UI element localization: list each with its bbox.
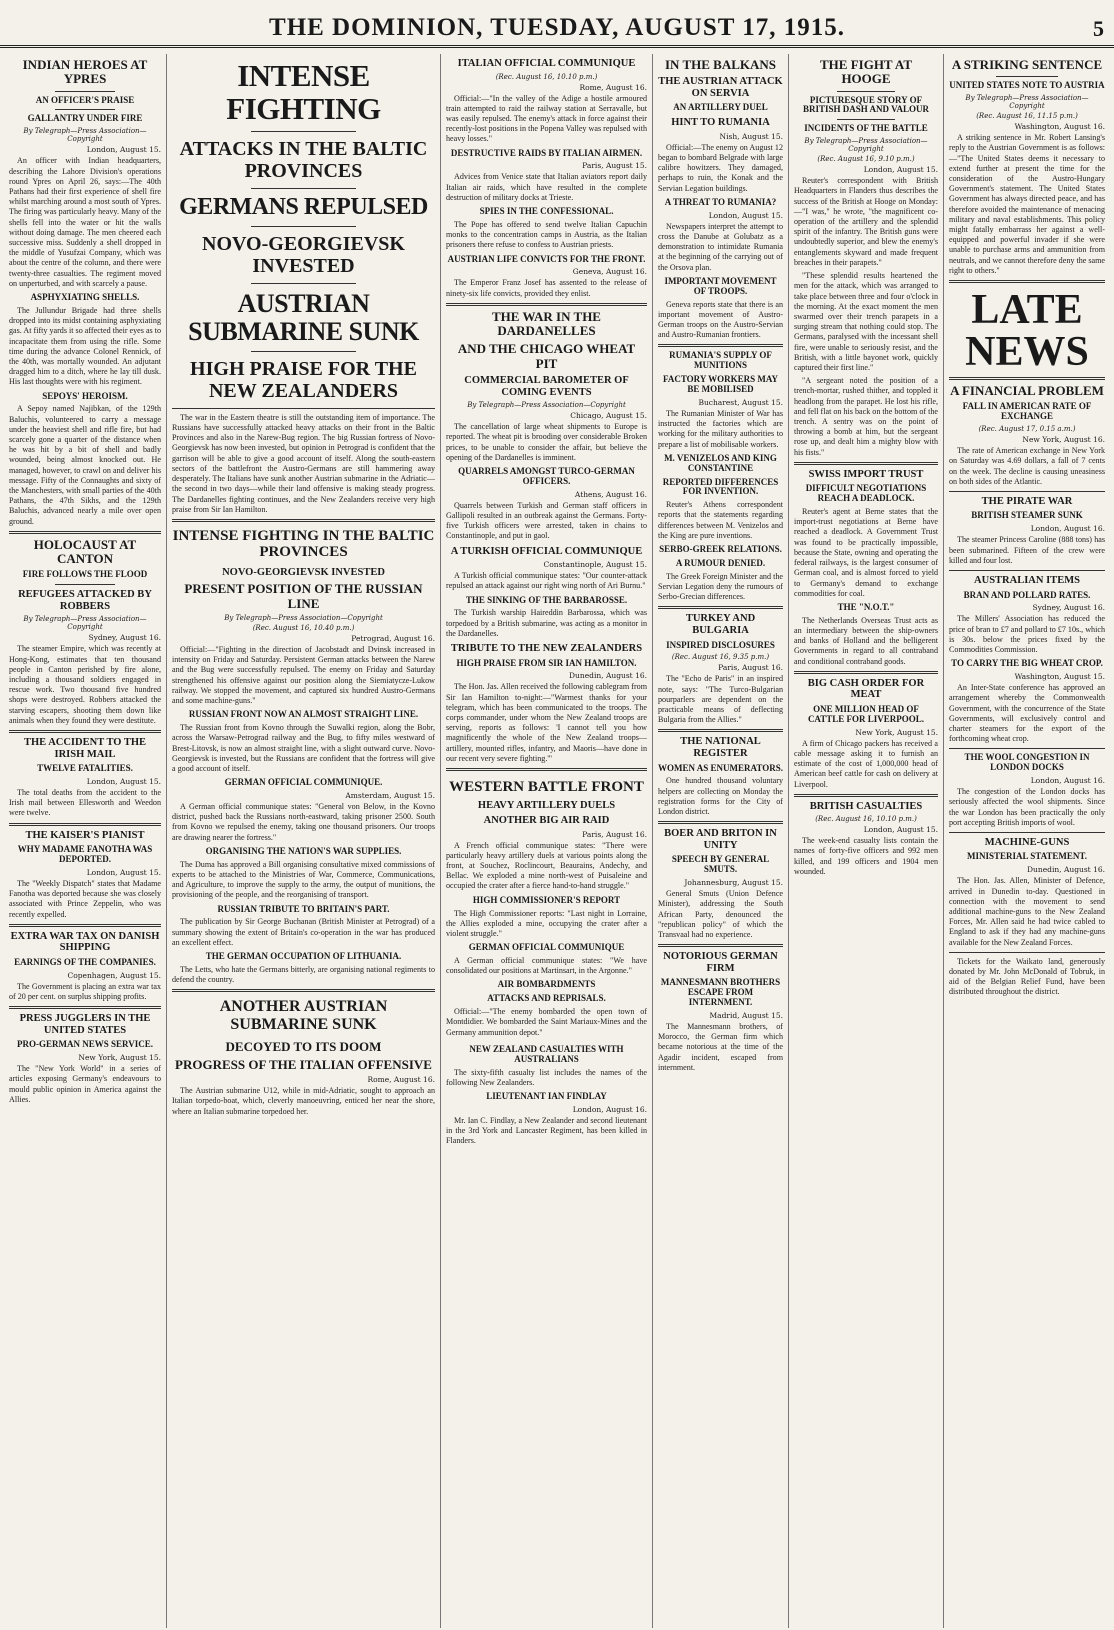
- section-heading: ASPHYXIATING SHELLS.: [30, 292, 140, 303]
- article-text: Reuter's correspondent with British Headquarters in Flanders thus describes the success of the British at Hooge on Monday:—"I was," he wrote, "the magnificent co-operation of the artillery and the splendid spirit of the infantry. The British guns were undoubtedly superior, and blew the enemy's entanglements skyward and made frequent breaches in their parapets.": [794, 176, 938, 267]
- dateline: Paris, August 16.: [718, 663, 783, 673]
- divider: [251, 226, 356, 227]
- dateline: New York, August 15.: [78, 1053, 161, 1063]
- article-text: The Pope has offered to send twelve Italian Capuchin monks to the concentration camps in Austria, as the Italian prisoners there refuse to confess to Austrian priests.: [446, 219, 647, 250]
- subheadline: NOVO-GEORGIEVSK INVESTED: [222, 566, 385, 578]
- headline: TURKEY AND BULGARIA: [685, 613, 756, 637]
- section-heading: GERMAN OFFICIAL COMMUNIQUE.: [224, 777, 383, 788]
- subheadline: AN ARTILLERY DUEL: [673, 102, 768, 113]
- section-heading: LIEUTENANT IAN FINDLAY: [486, 1091, 607, 1102]
- divider: [172, 989, 435, 992]
- section-heading: A THREAT TO RUMANIA?: [664, 196, 777, 207]
- section-heading: GERMAN OFFICIAL COMMUNIQUE: [468, 942, 625, 953]
- article-text: "A sergeant noted the position of a trench-mortar, rushed thither, and toppled it headlong from the parapet. He lost his rifle, and fell flat on his back on the bottom of the trench. A sentry was on the point of throwing a bomb at him, but the sergeant rose up, and dealt him a mighty blow with his fists.": [794, 376, 938, 457]
- article-text: A German official communique states: "We have consolidated our positions at Martinsart, in the Argonne.": [446, 956, 647, 976]
- headline: THE KAISER'S PIANIST: [25, 829, 145, 841]
- article-text: Tickets for the Waikato land, generously donated by Mr. John McDonald of Tobruk, in aid of the Belgian Relief Fund, have been distributed throughout the district.: [949, 956, 1105, 997]
- received-time: (Rec. August 16, 10.10 p.m.): [495, 72, 598, 81]
- article-text: A Sepoy named Najibkan, of the 129th Baluchis, volunteered to carry a message under the heaviest shell and rifle fire, but had scarcely gone a quarter of the distance when he was hit by a bit of shell and badly wounded, being almost knocked out. He managed, however, to crawl on and deliver his message. Fifty of the Connaughts and sixty of the Manchesters, with small parties of the 40th Pathans, the 47th Sikhs, and the 129th Baluchis, advanced nearly a mile over open ground.: [9, 404, 161, 526]
- divider: [949, 377, 1105, 380]
- subheadline: HIGH PRAISE FROM SIR IAN HAMILTON.: [456, 657, 637, 668]
- article-text: Official:—"In the valley of the Adige a hostile armoured train attempted to raid the railway station at Serravalle, but was easily repulsed. The enemy's attack in force against their recently-lost positions in the Popena Valley was repulsed with heavy losses.": [446, 93, 647, 144]
- divider: [9, 531, 161, 534]
- subheadline: ATTACKS AND REPRISALS.: [487, 993, 606, 1004]
- dateline: London, August 15.: [708, 210, 783, 220]
- subheadline: HEAVY ARTILLERY DUELS: [477, 799, 616, 811]
- dateline: Madrid, August 15.: [709, 1010, 783, 1020]
- byline: By Telegraph—Press Association—Copyright: [23, 615, 147, 632]
- received-time: (Rec. August 16, 10.10 p.m.): [815, 815, 917, 824]
- byline: By Telegraph—Press Association—Copyright: [965, 94, 1089, 111]
- article-text: The cancellation of large wheat shipments to Europe is reported. The wheat pit is brooding over considerable Broken prices, to be unable to consider the affair, but believe the opening of the Dardanelles is imminent.: [446, 422, 647, 462]
- subheadline: COMMERCIAL BAROMETER OF COMING EVENTS: [464, 375, 629, 398]
- article-text: The Hon. Jas. Allen received the following cablegram from Sir Ian Hamilton to-night:—"Warmest thanks for your telegram, which has been communicated to the troops. The corps commander, under whom the New Zealand troops are serving, reports as follows: 'I cannot tell you how magnificently the whole of the New Zealand troops—artillery, mounted rifles, infantry, and Maoris—have done in our recent very severe fighting.'": [446, 682, 647, 763]
- subheadline: FACTORY WORKERS MAY BE MOBILISED: [662, 374, 779, 395]
- divider: [658, 821, 783, 824]
- article-text: The Hon. Jas. Allen, Minister of Defence, arrived in Dunedin to-day. Questioned in connection with the movement to send additional machine-guns to the New Zealand Forces, Mr. Allen said he had twice cabled to England to ask if they had any machine-guns available for the New Zealand Forces.: [949, 876, 1105, 947]
- divider: [446, 303, 647, 306]
- dateline: London, August 15.: [86, 145, 161, 155]
- subheadline: REPORTED DIFFERENCES FOR INVENTION.: [662, 476, 779, 497]
- article-text: Newspapers interpret the attempt to cross the Danube at Golubatz as a demonstration to intimidate Rumania at the beginning of the carrying out of the Orsova plan.: [658, 221, 783, 272]
- divider: [55, 91, 116, 92]
- dateline: London, August 16.: [572, 1104, 647, 1114]
- column-3: [440, 54, 652, 1628]
- article-text: A German official communique states: "General von Below, in the Kovno district, pushed back the Russians north-eastward, taking prisoner 2500. South from Kovno we repulsed the enemy, taking one thousand prisoners. Our troops are drawing nearer the fortress.": [172, 802, 435, 842]
- section-heading: TO CARRY THE BIG WHEAT CROP.: [951, 658, 1103, 669]
- subheadline: GERMANS REPULSED: [179, 194, 428, 221]
- headline: NOTORIOUS GERMAN FIRM: [663, 951, 778, 974]
- article-text: Reuter's Athens correspondent reports that the statements regarding differences between M. Venizelos and the King are pure inventions.: [658, 500, 783, 540]
- subheadline: DIFFICULT NEGOTIATIONS REACH A DEADLOCK.: [805, 483, 927, 504]
- divider: [9, 730, 161, 733]
- headline: HOLOCAUST AT CANTON: [33, 536, 137, 567]
- divider: [996, 76, 1058, 77]
- article-text: The "Echo de Paris" in an inspired note, says: "The Turco-Bulgarian pourparlers are dependent on the practicable means of deflecting Bulgaria from the Allies.": [658, 674, 783, 725]
- subheadline: NOVO-GEORGIEVSK INVESTED: [202, 233, 405, 278]
- split-section: [446, 775, 647, 1041]
- article-text: The Greek Foreign Minister and the Servian Legation deny the rumours of Serbo-Grecian differences.: [658, 571, 783, 602]
- dateline: London, August 16.: [1030, 776, 1105, 786]
- dateline: Athens, August 16.: [574, 489, 647, 499]
- received-time: (Rec. August 17, 0.15 a.m.): [978, 425, 1076, 434]
- dateline: Geneva, August 16.: [572, 267, 647, 277]
- section-heading: QUARRELS AMONGST TURCO-GERMAN OFFICERS.: [458, 465, 635, 486]
- article-text: The "New York World" in a series of articles exposing Germany's endeavours to mould public opinion in America against the Allies.: [9, 1064, 161, 1104]
- headline: THE FIGHT AT HOOGE: [820, 57, 912, 87]
- article-text: General Smuts (Union Defence Minister), addressing the South African Party, denounced the "republican policy" of which the Transvaal had no experience.: [658, 889, 783, 939]
- subheadline: SPEECH BY GENERAL SMUTS.: [671, 854, 770, 875]
- headline: BIG CASH ORDER FOR MEAT: [807, 677, 925, 701]
- byline: By Telegraph—Press Association—Copyright: [23, 127, 147, 144]
- subheadline: DECOYED TO ITS DOOM: [225, 1038, 382, 1054]
- section-heading: THE "N.O.T.": [837, 601, 895, 612]
- article-text: Quarrels between Turkish and German staff officers in Gallipoli resulted in an outbreak against the Germans. Forty-five Turkish officers were arrested, taken in chains to Constantinople, and put in gaol.: [446, 500, 647, 541]
- dateline: Petrograd, August 16.: [351, 634, 435, 644]
- section-heading: TRIBUTE TO THE NEW ZEALANDERS: [450, 643, 643, 654]
- article-text: Geneva reports state that there is an important movement of Austro-German troops on the Austro-Servian and Austro-Rumanian frontiers.: [658, 299, 783, 340]
- late-news-banner: LATE NEWS: [965, 287, 1089, 376]
- dateline: Johannesburg, August 15.: [684, 878, 783, 888]
- dateline: Rome, August 16.: [579, 82, 647, 92]
- subheadline: HIGH PRAISE FOR THE NEW ZEALANDERS: [190, 357, 417, 402]
- headline: INDIAN HEROES AT YPRES: [22, 57, 148, 87]
- divider: [794, 794, 938, 797]
- divider: [949, 832, 1105, 833]
- subheadline: AND THE CHICAGO WHEAT PIT: [457, 341, 636, 371]
- dateline: Amsterdam, August 15.: [345, 791, 435, 801]
- article-text: The steamer Princess Caroline (888 tons) has been submarined. Fifteen of the crew were killed and four lost.: [949, 535, 1105, 565]
- divider: [949, 570, 1105, 571]
- article-text: The week-end casualty lists contain the names of forty-five officers and 992 men killed, and 199 officers and 1904 men wounded.: [794, 836, 938, 876]
- page-number: 5: [1093, 16, 1104, 41]
- divider: [658, 944, 783, 947]
- subheadline: ANOTHER BIG AIR RAID: [483, 815, 610, 827]
- divider: [9, 1006, 161, 1009]
- headline: A FINANCIAL PROBLEM: [950, 383, 1104, 399]
- dateline: Rome, August 16.: [367, 1075, 435, 1085]
- dateline: London, August 15.: [863, 165, 938, 175]
- subheadline: ONE MILLION HEAD OF CATTLE FOR LIVERPOOL.: [807, 703, 925, 724]
- subheadline: THE AUSTRIAN ATTACK ON SERVIA: [658, 76, 783, 99]
- headline: INTENSE FIGHTING: [226, 58, 381, 126]
- headline: IN THE BALKANS: [664, 57, 776, 72]
- received-time: (Rec. August 16, 11.15 p.m.): [976, 112, 1078, 121]
- subheadline: PRO-GERMAN NEWS SERVICE.: [17, 1039, 153, 1050]
- dateline: Paris, August 16.: [582, 829, 647, 839]
- headline: M. VENIZELOS AND KING CONSTANTINE: [664, 452, 777, 473]
- article-text: A French official communique states: "There were particularly heavy artillery duels at various points along the front, at Souchez, Roclincourt, Beaurains, Andechy, and Bellac. We exploded a mine north-west of Puisaleine and occupied the crater after a fierce hand-to-hand struggle.": [446, 840, 647, 891]
- masthead: [0, 0, 1114, 48]
- subheadline: AN OFFICER'S PRAISE: [35, 94, 135, 105]
- section-heading: AUSTRIAN LIFE CONVICTS FOR THE FRONT.: [447, 253, 646, 264]
- section-heading: AIR BOMBARDMENTS: [497, 979, 596, 990]
- headline: THE NATIONAL REGISTER: [680, 736, 761, 760]
- subheadline: PRESENT POSITION OF THE RUSSIAN LINE: [184, 581, 423, 611]
- article-text: The publication by Sir George Buchanan (British Minister at Petrograd) of a summary showing the extent of Britain's co-operation in the war has produced an excellent effect.: [172, 917, 435, 947]
- article-text: The Russian front from Kovno through the Suwalki region, along the Bobr, across the Warsaw-Petrograd railway and the Bug, to fifty miles westward of Brest-Litovsk, is now an almost straight line, with a slight outward curve. Novo-Georgievsk is invested, but the Russians are confident that the fortress will give a good account of itself.: [172, 723, 435, 773]
- article-text: Reuter's agent at Berne states that the import-trust negotiations at Berne have reached a deadlock. A Government Trust was found to be practically impossible, because the State, owning and operating the federal railways, is the largest consumer of German coal, and is almost forced to yield to Germany's demand to exchange commodities for coal.: [794, 507, 938, 598]
- divider: [172, 519, 435, 522]
- article-text: The sixty-fifth casualty list includes the names of the following New Zealanders.: [446, 1067, 647, 1087]
- subheadline: WOMEN AS ENUMERATORS.: [658, 762, 783, 773]
- section-heading: ORGANISING THE NATION'S WAR SUPPLIES.: [205, 845, 402, 856]
- section-heading: RUSSIAN TRIBUTE TO BRITAIN'S PART.: [217, 903, 390, 914]
- article-text: The rate of American exchange in New York on Saturday was 4.69 dollars, a fall of 7 cents on the week. The decline is causing uneasiness on both sides of the Atlantic.: [949, 446, 1105, 486]
- section-heading: RUSSIAN FRONT NOW AN ALMOST STRAIGHT LINE.: [188, 709, 419, 720]
- subheadline: FIRE FOLLOWS THE FLOOD: [22, 569, 148, 580]
- article-text: The High Commissioner reports: "Last night in Lorraine, the Allies exploded a mine, occupying the crater after a violent struggle.": [446, 908, 647, 938]
- dateline: New York, August 16.: [1022, 435, 1105, 445]
- divider: [172, 408, 435, 409]
- divider: [837, 119, 895, 120]
- byline: By Telegraph—Press Association—Copyright: [804, 137, 928, 154]
- headline: AUSTRALIAN ITEMS: [974, 574, 1080, 586]
- headline: RUMANIA'S SUPPLY OF MUNITIONS: [669, 350, 772, 371]
- article-text: The congestion of the London docks has seriously affected the wool shipments. Since the war London has been practically the only port accepting British imports of wool.: [949, 787, 1105, 827]
- divider: [251, 283, 356, 284]
- dateline: London, August 15.: [86, 867, 161, 877]
- divider: [837, 91, 895, 92]
- dateline: Chicago, August 15.: [570, 411, 647, 421]
- received-time: (Rec. August 16, 9.10 p.m.): [817, 155, 915, 164]
- section-heading: SPIES IN THE CONFESSIONAL.: [479, 206, 614, 217]
- headline: THE WAR IN THE DARDANELLES: [492, 308, 601, 339]
- divider: [658, 729, 783, 732]
- article-text: The Letts, who hate the Germans bitterly, are organising national regiments to defend the country.: [172, 964, 435, 985]
- subheadline: PROGRESS OF THE ITALIAN OFFENSIVE: [175, 1056, 432, 1072]
- headline: THE PIRATE WAR: [981, 495, 1073, 507]
- article-text: A striking sentence in Mr. Robert Lansing's reply to the Austrian Government is as follows:—"The United States deems it necessary to extend further at present the time for the consideration of the Austro-Hungary Government's statement. The United States Government has always directed peace, and has therefore avoided the maintenance of menacing military and naval establishments. This policy might fatally embarrass her against a well-equipped and powerful invader if she were unable to purchase arms and ammunition from neutrals, and we cannot therefore deny the same right to others.": [949, 133, 1105, 275]
- divider: [949, 748, 1105, 749]
- article-text: Official:—The enemy on August 12 began to bombard Belgrade with large calibre howitzers. They damaged, perhaps to ruin, the Konak and the Servian Legation buildings.: [658, 142, 783, 193]
- dateline: Washington, August 15.: [1014, 672, 1105, 682]
- dateline: Dunedin, August 16.: [1027, 865, 1105, 875]
- section-heading: THE SINKING OF THE BARBAROSSE.: [465, 594, 628, 605]
- dateline: London, August 15.: [86, 777, 161, 787]
- subheadline: MANNESMANN BROTHERS ESCAPE FROM INTERNMENT.: [660, 977, 781, 1008]
- section-heading: DESTRUCTIVE RAIDS BY ITALIAN AIRMEN.: [450, 147, 643, 158]
- divider: [55, 109, 116, 110]
- column-6: [943, 54, 1110, 1628]
- received-time: (Rec. August 16, 10.40 p.m.): [252, 624, 355, 633]
- article-text: "These splendid results heartened the men for the attack, which was arranged to take place between three and four o'clock in the morning. At the exact moment the men swarmed over their trench parapets in a surging stream that nothing could stop. The Germans, paralysed with the incessant shell fire, were unable to seriously resist, and the British, with a little bayonet work, quickly captured their first line.": [794, 271, 938, 372]
- received-time: (Rec. August 16, 9.35 p.m.): [671, 653, 770, 662]
- headline: MACHINE-GUNS: [984, 836, 1070, 848]
- article-text: One hundred thousand voluntary helpers are collecting on Monday the registration forms for the City of London district.: [658, 776, 783, 817]
- headline: PRESS JUGGLERS IN THE UNITED STATES: [19, 1013, 151, 1036]
- divider: [251, 131, 356, 132]
- subheadline: A RUMOUR DENIED.: [675, 557, 766, 568]
- section-heading: NEW ZEALAND CASUALTIES WITH AUSTRALIANS: [469, 1043, 624, 1064]
- article-text: The "Weekly Dispatch" states that Madame Fanotha was deported because she was closely associated with Prince Zeppelin, who was recently expelled.: [9, 878, 161, 919]
- dateline: New York, August 15.: [855, 727, 938, 737]
- article-text: A Turkish official communique states: "Our counter-attack repulsed an attack against our right wing north of Ari Burnu.": [446, 571, 647, 591]
- western-front-article: [446, 775, 647, 1041]
- subheadline: MINISTERIAL STATEMENT.: [966, 851, 1088, 862]
- article-text: An Inter-State conference has approved an arrangement whereby the Commonwealth Government, with the concurrence of the State Governments, will exclusively control and charter steamers for the export of the forthcoming wheat crop.: [949, 683, 1105, 744]
- headline: WESTERN BATTLE FRONT: [449, 779, 644, 796]
- divider: [658, 606, 783, 609]
- subheadline: ATTACKS IN THE BALTIC PROVINCES: [179, 138, 428, 183]
- article-text: The total deaths from the accident to the Irish mail between Ellesworth and Weedon were twelve.: [9, 788, 161, 818]
- subheadline: BRAN AND POLLARD RATES.: [963, 589, 1091, 600]
- section-heading: HIGH COMMISSIONER'S REPORT: [472, 894, 621, 905]
- headline: THE ACCIDENT TO THE IRISH MAIL: [23, 737, 147, 760]
- dateline: London, August 15.: [863, 825, 938, 835]
- section-heading: THE GERMAN OCCUPATION OF LITHUANIA.: [205, 951, 402, 962]
- divider: [658, 344, 783, 347]
- dateline: Sydney, August 16.: [88, 633, 161, 643]
- article-text: The Emperor Franz Josef has assented to the release of ninety-six life convicts, provided they enlist.: [446, 278, 647, 298]
- section-heading: IMPORTANT MOVEMENT OF TROOPS.: [664, 275, 777, 296]
- headline: ITALIAN OFFICIAL COMMUNIQUE: [457, 58, 636, 69]
- column-5: [788, 54, 943, 1628]
- article-text: The war in the Eastern theatre is still the outstanding item of importance. The Russians have successfully attacked heavy attacks on their front in the Baltic Provinces and also in the Narew-Bug region. The big Russian fortress of Novo-Georgievsk has now been invested, but opinion in Petrograd is confident that the garrison will be able to give a good account of itself. Along the south-eastern sectors of the battlefront the Austro-Germans are still hammering away desperately. The Italians have sunk another Austrian submarine in the Adriatic—the second in two days—while their land offensive is making steady progress. The Dardanelles fighting continues, and the New Zealanders receive very high praise from Sir Ian Hamilton.: [172, 412, 435, 514]
- section-heading: SERBO-GREEK RELATIONS.: [659, 544, 782, 555]
- subheadline: REFUGEES ATTACKED BY ROBBERS: [18, 589, 152, 612]
- article-text: The Duma has approved a Bill organising consultative mixed commissions of experts to be attached to the Ministries of War, Commerce, Communications, and Agriculture, to improve the supply to the army, the output of munitions, the provisioning of the people, and the reorganising of transport.: [172, 859, 435, 900]
- divider: [794, 671, 938, 674]
- column-2: [166, 54, 440, 1628]
- article-text: The Turkish warship Haireddin Barbarossa, which was torpedoed by a British submarine, was acting as a monitor in the Dardanelles.: [446, 608, 647, 638]
- divider: [251, 351, 356, 352]
- divider: [794, 462, 938, 465]
- subheadline: AUSTRIAN SUBMARINE SUNK: [188, 289, 419, 346]
- headline: SWISS IMPORT TRUST: [808, 468, 924, 480]
- article-text: An officer with Indian headquarters, describing the Lahore Division's operations round Ypres on April 26, says:—The 40th Pathans had their first experience of shell fire whilst marching around a most south of Ypres. The firing was particularly heavy. Many of the shells fell into the water or hit the walls without doing damage. The men cheered each successive miss. Suddenly a shell dropped in the middle of Yusufzai Company, which was about the centre of the column, and there were twenty-three casualties. The regiment moved on unperturbed, and with scarcely a pause.: [9, 156, 161, 288]
- divider: [949, 491, 1105, 492]
- article-text: Advices from Venice state that Italian aviators report daily Italian air raids, which have resulted in the complete destruction of military docks at Trieste.: [446, 172, 647, 202]
- byline: By Telegraph—Press Association—Copyright: [467, 401, 626, 410]
- dateline: Constantinople, August 15.: [543, 560, 647, 570]
- headline: ANOTHER AUSTRIAN SUBMARINE SUNK: [219, 998, 388, 1033]
- article-text: The Jullundur Brigade had three shells dropped into its midst containing asphyxiating gas. At fifty yards it so affected their eyes as to incapacitate them from using the rifle. Some time during the advance Colonel Rennick, of the 40th, was mortally wounded. An adjutant dragged him to a ditch, where he lay till dusk. His last thoughts were with his regiment.: [9, 305, 162, 387]
- dateline: Copenhagen, August 15.: [67, 970, 161, 980]
- divider: [949, 280, 1105, 283]
- article-text: The Government is placing an extra war tax of 20 per cent. on surplus shipping profits.: [9, 981, 161, 1001]
- divider: [949, 952, 1105, 953]
- divider: [251, 188, 356, 189]
- subheadline: GALLANTRY UNDER FIRE: [27, 113, 143, 124]
- article-text: The Mannesmann brothers, of Morocco, the German firm which became notorious at the time of the Agadir incident, escaped from internment.: [658, 1021, 783, 1072]
- article-text: Mr. Ian C. Findlay, a New Zealander and second lieutenant in the 3rd York and Lancaster Regiment, has been killed in Flanders.: [446, 1115, 647, 1146]
- divider: [9, 823, 161, 826]
- byline: By Telegraph—Press Association—Copyright: [224, 614, 383, 623]
- article-text: The Millers' Association has reduced the price of bran to £7 and pollard to £7 10s., which is 30s. below the prices fixed by the Commodities Commission.: [949, 614, 1105, 655]
- article-text: The steamer Empire, which was recently at Hong-Kong, estimates that ten thousand people in Canton perished by fire alone, including a thousand soldiers engaged in rescue work. Two thousand five hundred shops were destroyed. Robbers attacked the starving escapers, shooting them down like animals when they found they were destitute.: [9, 644, 161, 725]
- subheadline: WHY MADAME FANOTHA WAS DEPORTED.: [17, 844, 153, 865]
- article-text: The Austrian submarine U12, while in mid-Adriatic, sought to approach an Italian torpedo-boat, which, cleverly manoeuvring, enticed her near the shore, where an Italian submarine torpedoed her.: [172, 1086, 435, 1116]
- article-text: A firm of Chicago packers has received a cable message asking it to furnish an estimate of the cost of 1,000,000 head of American beef cattle for cash on delivery at Liverpool.: [794, 738, 938, 789]
- subheadline: INSPIRED DISCLOSURES: [666, 639, 775, 650]
- subheadline: PICTURESQUE STORY OF BRITISH DASH AND VALOUR: [803, 94, 929, 115]
- headline: A STRIKING SENTENCE: [951, 57, 1103, 72]
- column-4: [652, 54, 788, 1628]
- subheadline: HINT TO RUMANIA: [671, 117, 770, 129]
- section-heading: SEPOYS' HEROISM.: [42, 390, 128, 401]
- dateline: Washington, August 16.: [1014, 122, 1105, 132]
- headline: THE WOOL CONGESTION IN LONDON DOCKS: [964, 752, 1090, 773]
- subheadline: EARNINGS OF THE COMPANIES.: [14, 956, 156, 967]
- column-1: [4, 54, 166, 1628]
- dateline: Bucharest, August 15.: [698, 397, 783, 407]
- dateline: Paris, August 15.: [582, 161, 647, 171]
- dateline: Dunedin, August 16.: [569, 671, 647, 681]
- subheadline: BRITISH STEAMER SUNK: [971, 510, 1083, 521]
- dateline: London, August 16.: [1030, 524, 1105, 534]
- headline: BOER AND BRITON IN UNITY: [664, 828, 777, 851]
- headline: INTENSE FIGHTING IN THE BALTIC PROVINCES: [172, 527, 435, 561]
- subheadline: TWELVE FATALITIES.: [37, 763, 133, 774]
- subheadline: INCIDENTS OF THE BATTLE: [804, 123, 928, 134]
- dateline: Nish, August 15.: [719, 131, 783, 141]
- section-heading: A TURKISH OFFICIAL COMMUNIQUE: [450, 545, 643, 557]
- subheadline: FALL IN AMERICAN RATE OF EXCHANGE: [962, 401, 1092, 422]
- divider: [446, 768, 647, 771]
- article-text: Official:—"The enemy bombarded the open town of Montdidier. We bombarded the Saint Mariaux-Mines and the Germany ammunition depot.": [446, 1007, 647, 1037]
- article-text: Official:—"Fighting in the direction of Jacobstadt and Dvinsk increased in intensity on Friday and Saturday. Persistent German attacks between the Narew and the Bug were successfully repulsed. The enemy on Friday and Saturday strengthened his offensive against our position along the Siemiatycze-Lukow railway. We stopped the movement, and captured six hundred Austro-Germans and some machine-guns.": [172, 645, 435, 706]
- article-text: The Netherlands Overseas Trust acts as an intermediary between the ship-owners and banks of Holland and the belligerent Governments in regard to all contraband and conditional contraband goods.: [794, 615, 938, 666]
- headline: BRITISH CASUALTIES: [809, 800, 923, 812]
- headline: EXTRA WAR TAX ON DANISH SHIPPING: [10, 930, 160, 954]
- subheadline: UNITED STATES NOTE TO AUSTRIA: [949, 80, 1105, 91]
- divider: [55, 584, 116, 585]
- divider: [9, 924, 161, 927]
- article-text: The Rumanian Minister of War has instructed the factories which are working for the military authorities to prepare a list of mobilisable workers.: [658, 408, 783, 449]
- newspaper-title: THE DOMINION, TUESDAY, AUGUST 17, 1915.: [269, 14, 845, 41]
- dateline: Sydney, August 16.: [1032, 603, 1105, 613]
